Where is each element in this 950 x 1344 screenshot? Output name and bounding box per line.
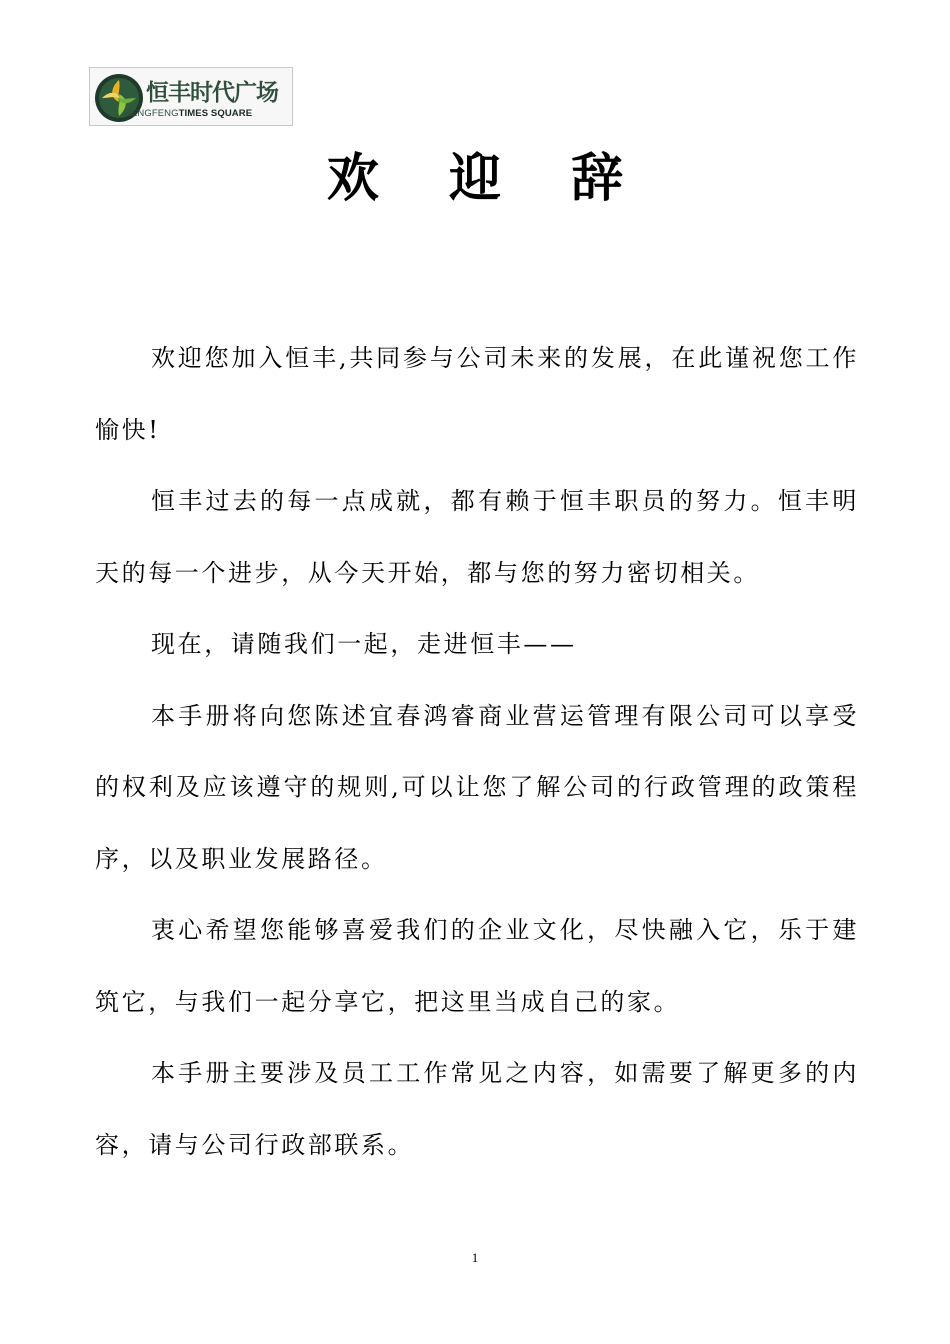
logo-name-en-part1: HENGFENG (124, 108, 179, 119)
paragraph: 现在，请随我们一起，走进恒丰—— (151, 630, 577, 658)
paragraph: 本手册主要涉及员工工作常见之内容，如需要了解更多的内容，请与公司行政部联系。 (95, 1059, 859, 1159)
paragraph: 本手册将向您陈述宜春鸿睿商业营运管理有限公司可以享受的权利及应该遵守的规则,可以让您了解公司的行政管理的政策程序，以及职业发展路径。 (95, 701, 859, 873)
logo-name-en (124, 108, 252, 119)
logo-name-cn: 恒丰时代广场 (146, 80, 278, 106)
company-logo (89, 67, 293, 126)
logo-name-en-part2: TIMES SQUARE (178, 108, 253, 119)
page-number: 1 (471, 1250, 479, 1265)
page-title: 欢 迎 辞 (326, 149, 650, 209)
welcome-body (95, 323, 859, 1181)
paragraph: 恒丰过去的每一点成就，都有赖于恒丰职员的努力。恒丰明天的每一个进步，从今天开始，都与您的努力密切相关。 (95, 487, 859, 587)
paragraph: 欢迎您加入恒丰,共同参与公司未来的发展，在此谨祝您工作愉快! (95, 344, 859, 444)
paragraph: 衷心希望您能够喜爱我们的企业文化，尽快融入它，乐于建筑它，与我们一起分享它，把这里当成自己的家。 (95, 916, 859, 1016)
